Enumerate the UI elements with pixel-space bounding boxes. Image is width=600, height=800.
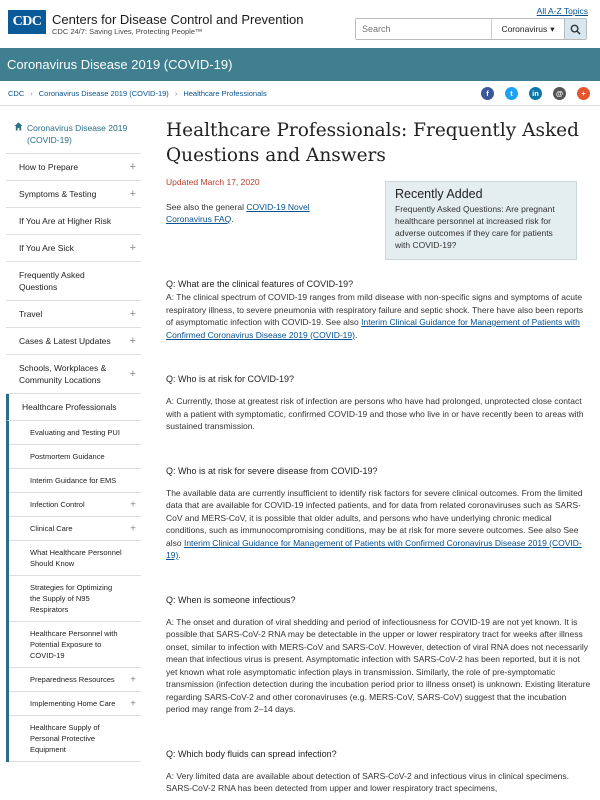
faq-answer-end: . (354, 329, 358, 340)
sidebar-item-label: If You Are Sick (19, 243, 74, 253)
linkedin-icon[interactable]: in (529, 87, 542, 100)
sidebar-item-healthcare-professionals[interactable]: Healthcare Professionals (6, 394, 141, 421)
expand-icon[interactable]: + (129, 242, 136, 254)
breadcrumb-bar (0, 81, 600, 106)
sidebar-subitem-preparedness-resources[interactable] (9, 668, 141, 692)
sidebar-item-if-you-are-at-higher-risk[interactable] (6, 208, 141, 235)
sidebar-subitem-label: Evaluating and Testing PUI (30, 428, 120, 437)
sidebar-subitem-label: Healthcare Supply of Personal Protective Equipment (30, 723, 100, 754)
sidebar-item-schools-workplaces-community-locations[interactable] (6, 355, 141, 394)
sidebar-subitem-healthcare-supply-of-personal-protective-equipment[interactable] (9, 716, 141, 762)
sidebar-subitems (6, 421, 141, 762)
sidebar-subitem-implementing-home-care[interactable] (9, 692, 141, 716)
faq-item (166, 278, 591, 341)
search-icon (570, 24, 581, 35)
sidebar-item-how-to-prepare[interactable] (6, 154, 141, 181)
faq-item (166, 748, 591, 795)
faq-answer (166, 291, 591, 341)
facebook-icon[interactable]: f (481, 87, 494, 100)
sidebar-item-label: Symptoms & Testing (19, 189, 97, 199)
faq-answer-text: A: Very limited data are available about detection of SARS-CoV-2 and infectious virus in clinical specimens. SARS-CoV-2 RNA has been detected from upper and lower respiratory tract specimens, (166, 770, 570, 793)
sidebar-nav (6, 116, 141, 762)
faq-question: Q: Who is at risk for severe disease from COVID-19? (166, 465, 378, 476)
sidebar-home-label: Coronavirus Disease 2019 (COVID-19) (27, 123, 128, 145)
sidebar-item-label: Travel (19, 309, 43, 319)
expand-icon[interactable]: + (130, 523, 136, 534)
sidebar-items (6, 154, 141, 394)
see-also (166, 201, 346, 225)
breadcrumb-healthcare[interactable]: Healthcare Professionals (183, 89, 267, 98)
breadcrumb-cdc[interactable]: CDC (8, 89, 25, 98)
org-name[interactable]: Centers for Disease Control and Prevention (52, 12, 304, 27)
faq-answer-text: The available data are currently insufficient to identify risk factors for severe clinical outcomes. From the limited data that are available for COVID-19 infected patients, and for data from related coronaviruses such as SARS-CoV and MERS-CoV, it is possible that older adults, and persons who have underlying chronic medical conditions, such as immunocompromising conditions, may be at risk for more severe outcomes. See also See also (166, 487, 583, 548)
sidebar-subitem-label: Clinical Care (30, 524, 73, 533)
az-topics-link[interactable]: All A-Z Topics (536, 6, 588, 16)
sidebar-subitem-what-healthcare-personnel-should-know[interactable] (9, 541, 141, 576)
faq-answer-text: A: Currently, those at greatest risk of infection are persons who have had prolonged, unprotected close contact with a patient with symptomatic, confirmed COVID-19 and those who live in or have recently been to areas with sustained transmission. (166, 396, 584, 431)
search-button[interactable] (564, 19, 586, 39)
faq-answer-text: A: The clinical spectrum of COVID-19 ranges from mild disease with non-specific signs and symptoms of acute respiratory illness, to severe pneumonia with respiratory failure and septic shock. There have also been reports of asymptomatic infection with COVID-19. See also (166, 292, 584, 327)
sidebar-subitem-clinical-care[interactable] (9, 517, 141, 541)
sidebar-item-if-you-are-sick[interactable] (6, 235, 141, 262)
faq-question: Q: When is someone infectious? (166, 594, 296, 605)
faq-answer (166, 487, 591, 562)
topic-banner[interactable]: Coronavirus Disease 2019 (COVID-19) (0, 48, 600, 81)
breadcrumb-separator: › (30, 89, 33, 98)
faq-answer (166, 616, 591, 716)
sidebar-home[interactable] (6, 116, 141, 154)
sidebar-item-cases-latest-updates[interactable] (6, 328, 141, 355)
sidebar-subitem-label: Strategies for Optimizing the Supply of N95 Respirators (30, 583, 113, 614)
sidebar-subitem-label: Interim Guidance for EMS (30, 476, 117, 485)
breadcrumb-separator: › (174, 89, 178, 98)
faq-answer (166, 395, 591, 433)
sidebar-item-label: If You Are at Higher Risk (19, 216, 112, 226)
faq-item (166, 594, 591, 716)
sidebar-subitem-postmortem-guidance[interactable] (9, 445, 141, 469)
faq-item (166, 465, 591, 562)
see-also-suffix: . (231, 214, 234, 224)
faq-question: Q: Who is at risk for COVID-19? (166, 374, 295, 384)
sidebar-subitem-label: Healthcare Personnel with Potential Exposure to COVID-19 (30, 629, 118, 660)
search-scope-select[interactable] (492, 19, 564, 39)
sidebar-subitem-healthcare-personnel-with-potential-exposure-to-covid-19[interactable] (9, 622, 141, 668)
sidebar-subitem-label: Postmortem Guidance (30, 452, 105, 461)
sidebar-subitem-infection-control[interactable] (9, 493, 141, 517)
sidebar-subitem-interim-guidance-for-ems[interactable] (9, 469, 141, 493)
org-tagline: CDC 24/7: Saving Lives, Protecting People™ (52, 27, 203, 36)
twitter-icon[interactable]: t (505, 87, 518, 100)
faq-question: Q: Which body fluids can spread infection? (166, 748, 337, 759)
main-content (166, 118, 591, 250)
expand-icon[interactable]: + (129, 161, 136, 173)
chevron-down-icon: ▾ (550, 23, 555, 34)
syndicate-icon[interactable]: + (577, 87, 590, 100)
sidebar-item-frequently-asked-questions[interactable] (6, 262, 141, 301)
search-scope-label: Coronavirus (501, 24, 548, 34)
expand-icon[interactable]: + (129, 368, 136, 380)
recently-added-title: Recently Added (395, 187, 483, 201)
faq-item (166, 373, 591, 433)
expand-icon[interactable]: + (129, 308, 136, 320)
recently-added-box (385, 181, 577, 260)
sidebar-item-label: Schools, Workplaces & Community Locations (19, 363, 107, 385)
cdc-logo[interactable]: CDC (8, 10, 46, 34)
sidebar-item-label: How to Prepare (19, 162, 79, 172)
breadcrumb (8, 89, 267, 98)
home-icon (14, 122, 23, 146)
search-input[interactable] (356, 19, 492, 39)
search-bar (355, 18, 587, 40)
sidebar-subitem-label: Preparedness Resources (30, 675, 115, 684)
recently-added-body[interactable]: Frequently Asked Questions: Are pregnant healthcare personnel at increased risk for adverse outcomes if they care for patients with COVID-19? (395, 204, 555, 250)
clinical-guidance-link[interactable]: Interim Clinical Guidance for Management of Patients with Confirmed Coronavirus Disease 2019 (COVID-19) (166, 317, 580, 340)
sidebar-subitem-strategies-for-optimizing-the-supply-of-n95-respirators[interactable] (9, 576, 141, 622)
sidebar-subitem-label: What Healthcare Personnel Should Know (30, 548, 122, 568)
clinical-guidance-link[interactable]: Interim Clinical Guidance for Management of Patients with Confirmed Coronavirus Disease 2019 (COVID-19) (166, 537, 582, 560)
sidebar-subitem-label: Infection Control (30, 500, 85, 509)
breadcrumb-covid19[interactable]: Coronavirus Disease 2019 (COVID-19) (38, 89, 169, 98)
social-share (481, 87, 590, 100)
expand-icon[interactable]: + (129, 188, 136, 200)
page-title: Healthcare Professionals: Frequently Asked Questions and Answers (166, 120, 579, 166)
faq-answer-text: A: The onset and duration of viral shedding and period of infectiousness for COVID-19 are not yet known. It is possible that SARS-CoV-2 RNA may be detectable in the upper or lower respiratory tract for weeks after illness onset, similar to infection with MERS-CoV and SARS-CoV. However, detection of viral RNA does not necessarily mean that infectious virus is present. Asymptomatic infection with SARS-CoV-2 has been reported, but it is not yet known what role asymptomatic infection plays in transmission. Similarly, the role of pre-symptomatic transmission (infection detection during the incubation period prior to illness onset) is unknown. Existing literature regarding SARS-CoV-2 and other coronaviruses (e.g. MERS-CoV, SARS-CoV) suggest that the incubation period may range from 2–14 days. (166, 616, 591, 714)
expand-icon[interactable]: + (129, 335, 136, 347)
sidebar-item-symptoms-testing[interactable] (6, 181, 141, 208)
expand-icon[interactable]: + (130, 698, 136, 709)
sidebar-item-label: Cases & Latest Updates (19, 336, 111, 346)
updated-date: Updated March 17, 2020 (166, 177, 260, 187)
faq-answer (166, 770, 591, 795)
site-header (0, 0, 600, 48)
faq-answer-end: . (178, 550, 181, 560)
sidebar-item-label: Frequently Asked Questions (19, 270, 85, 292)
faq-list (166, 278, 591, 800)
email-icon[interactable]: @ (553, 87, 566, 100)
expand-icon[interactable]: + (130, 499, 136, 510)
faq-question: Q: What are the clinical features of COVID-19? (166, 279, 354, 289)
sidebar-subitem-evaluating-and-testing-pui[interactable] (9, 421, 141, 445)
see-also-prefix: See also the general (166, 202, 247, 212)
covid19-faq-link[interactable]: COVID-19 Novel Coronavirus FAQ (166, 202, 310, 224)
sidebar-item-travel[interactable] (6, 301, 141, 328)
expand-icon[interactable]: + (130, 674, 136, 685)
sidebar-subitem-label: Implementing Home Care (30, 699, 116, 708)
